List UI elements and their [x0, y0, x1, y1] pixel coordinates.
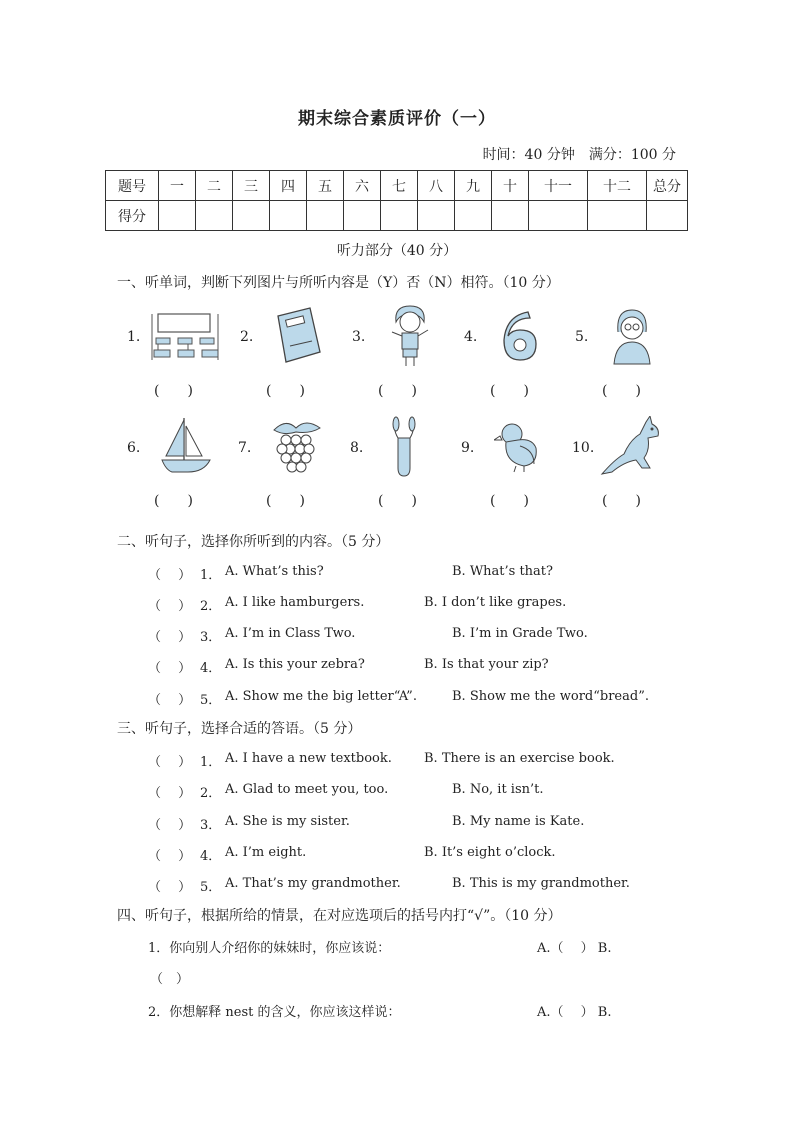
item-number: 8. [350, 440, 364, 456]
grapes-icon [266, 418, 326, 476]
item-number: 2. [240, 329, 254, 345]
item-number: 10. [572, 440, 595, 456]
question-number: 2． [200, 786, 222, 801]
item-number: 7. [238, 440, 252, 456]
page-title: 期末综合素质评价（一） [298, 109, 496, 129]
option-b: B. There is an exercise book. [424, 751, 615, 766]
question-number: 4． [200, 661, 222, 676]
score-table [105, 170, 688, 231]
option-b: B. Is that your zip? [424, 657, 549, 672]
answer-paren[interactable]: ( ) [154, 383, 193, 399]
score-header-cell: 四 [270, 171, 307, 201]
score-input-cell[interactable] [381, 201, 418, 231]
score-header-cell: 一 [159, 171, 196, 201]
answer-paren[interactable]: ( ) [602, 383, 641, 399]
sailboat-icon [158, 414, 214, 476]
answer-paren[interactable]: （ ） [148, 693, 192, 708]
item-number: 1. [127, 329, 141, 345]
answer-paren[interactable]: （ ） [148, 755, 192, 770]
answer-paren[interactable]: ( ) [266, 383, 305, 399]
option-a: A. I like hamburgers. [225, 595, 365, 610]
score-input-cell[interactable] [529, 201, 588, 231]
item-number: 4. [464, 329, 478, 345]
score-input-cell[interactable] [270, 201, 307, 231]
score-header-cell: 三 [233, 171, 270, 201]
section4-q2-options[interactable]: A.（ ） B. [537, 1005, 612, 1020]
answer-paren[interactable]: （ ） [148, 849, 192, 864]
option-b: B. Show me the word“bread”. [452, 689, 649, 704]
score-header-cell: 十一 [529, 171, 588, 201]
score-input-cell[interactable] [159, 201, 196, 231]
section4-question-1: 1．你向别人介绍你的妹妹时，你应该说： [148, 941, 391, 956]
exercise-book-icon [272, 306, 324, 366]
score-header-cell: 七 [381, 171, 418, 201]
score-input-cell[interactable] [492, 201, 529, 231]
question-number: 5． [200, 693, 222, 708]
item-number: 3. [352, 329, 366, 345]
score-header-cell: 十二 [588, 171, 647, 201]
answer-paren[interactable]: （ ） [148, 786, 192, 801]
question-number: 5． [200, 880, 222, 895]
option-b: B. I’m in Grade Two. [452, 626, 588, 641]
score-header-cell: 九 [455, 171, 492, 201]
section4-question-2: 2．你想解释 nest 的含义，你应该这样说： [148, 1005, 401, 1020]
answer-paren[interactable]: （ ） [148, 880, 192, 895]
section4-q1-wrap-paren[interactable]: （ ） [150, 972, 190, 987]
item-number: 6. [127, 440, 141, 456]
answer-paren[interactable]: （ ） [148, 630, 192, 645]
section4-title: 四、听句子，根据所给的情景，在对应选项后的括号内打“√”。（10 分） [117, 908, 562, 924]
option-a: A. She is my sister. [225, 814, 350, 829]
option-b: B. This is my grandmother. [452, 876, 630, 891]
answer-paren[interactable]: ( ) [490, 493, 529, 509]
score-input-cell[interactable] [588, 201, 647, 231]
classroom-icon [148, 310, 222, 366]
score-header-cell: 十 [492, 171, 529, 201]
score-header-cell: 八 [418, 171, 455, 201]
score-header-cell: 总分 [647, 171, 688, 201]
answer-paren[interactable]: ( ) [266, 493, 305, 509]
kangaroo-icon [600, 416, 666, 476]
bird-icon [494, 420, 544, 474]
score-table-header-row [106, 171, 688, 201]
answer-paren[interactable]: （ ） [148, 661, 192, 676]
girl-icon [384, 302, 436, 370]
question-number: 1． [200, 568, 222, 583]
option-b: B. It’s eight o’clock. [424, 845, 556, 860]
option-a: A. I’m eight. [225, 845, 307, 860]
question-number: 2． [200, 599, 222, 614]
section1-title: 一、听单词，判断下列图片与所听内容是（Y）否（N）相符。（10 分） [117, 275, 560, 291]
score-input-cell[interactable] [647, 201, 688, 231]
item-number: 5. [575, 329, 589, 345]
option-b: B. My name is Kate. [452, 814, 585, 829]
section3-title: 三、听句子，选择合适的答语。（5 分） [117, 721, 362, 737]
score-row-label: 得分 [106, 201, 159, 231]
option-a: A. I’m in Class Two. [225, 626, 356, 641]
score-header-cell: 题号 [106, 171, 159, 201]
option-a: A. Show me the big letter“A”. [225, 689, 417, 704]
score-table-score-row [106, 201, 688, 231]
score-header-cell: 六 [344, 171, 381, 201]
option-a: A. I have a new textbook. [225, 751, 392, 766]
score-input-cell[interactable] [418, 201, 455, 231]
option-a: A. Glad to meet you, too. [225, 782, 389, 797]
number-six-icon [496, 306, 542, 366]
score-header-cell: 五 [307, 171, 344, 201]
score-input-cell[interactable] [344, 201, 381, 231]
answer-paren[interactable]: ( ) [378, 493, 417, 509]
answer-paren[interactable]: ( ) [154, 493, 193, 509]
option-a: A. That’s my grandmother. [225, 876, 401, 891]
answer-paren[interactable]: （ ） [148, 599, 192, 614]
score-input-cell[interactable] [307, 201, 344, 231]
option-b: B. What’s that? [452, 564, 554, 579]
option-a: A. What’s this? [225, 564, 324, 579]
question-number: 3． [200, 630, 222, 645]
option-b: B. No, it isn’t. [452, 782, 544, 797]
section4-q1-options[interactable]: A.（ ） B. [537, 941, 612, 956]
option-b: B. I don’t like grapes. [424, 595, 567, 610]
question-number: 3． [200, 818, 222, 833]
question-number: 4． [200, 849, 222, 864]
score-input-cell[interactable] [196, 201, 233, 231]
answer-paren[interactable]: ( ) [490, 383, 529, 399]
score-input-cell[interactable] [455, 201, 492, 231]
woman-teacher-icon [604, 306, 660, 366]
item-number: 9. [461, 440, 475, 456]
score-input-cell[interactable] [233, 201, 270, 231]
time-info: 时间：40 分钟 满分：100 分 [482, 147, 676, 163]
section2-title: 二、听句子，选择你所听到的内容。（5 分） [117, 534, 390, 550]
listening-heading: 听力部分（40 分） [336, 243, 458, 259]
wheat-in-vase-icon [384, 414, 424, 478]
question-number: 1． [200, 755, 222, 770]
option-a: A. Is this your zebra? [225, 657, 365, 672]
score-header-cell: 二 [196, 171, 233, 201]
answer-paren[interactable]: ( ) [378, 383, 417, 399]
answer-paren[interactable]: （ ） [148, 568, 192, 583]
answer-paren[interactable]: ( ) [602, 493, 641, 509]
answer-paren[interactable]: （ ） [148, 818, 192, 833]
